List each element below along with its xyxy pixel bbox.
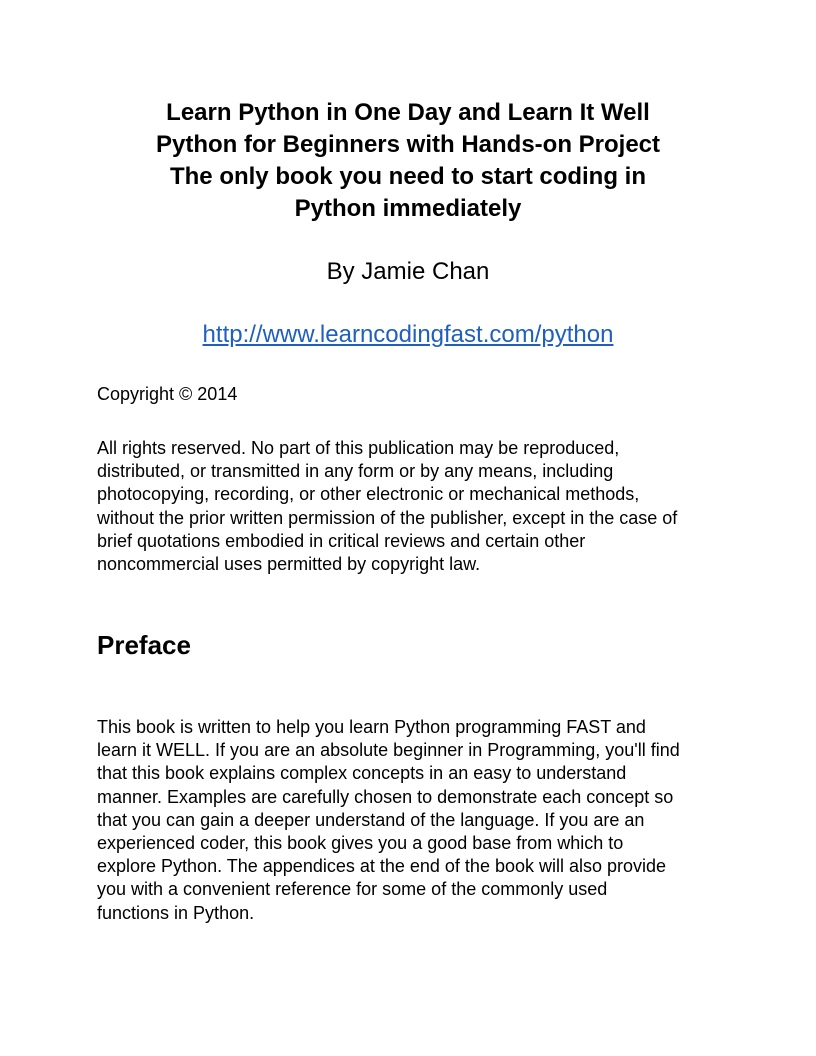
website-link[interactable]: http://www.learncodingfast.com/python bbox=[202, 321, 614, 348]
paragraph-line: distributed, or transmitted in any form or by any means, including bbox=[97, 461, 614, 482]
website-link-container bbox=[97, 319, 719, 351]
title-line: The only book you need to start coding in bbox=[169, 163, 646, 190]
paragraph-line: noncommercial uses permitted by copyright law. bbox=[97, 554, 481, 575]
title-line: Python immediately bbox=[294, 195, 522, 222]
preface-heading: Preface bbox=[97, 630, 191, 660]
paragraph-line: All rights reserved. No part of this publication may be reproduced, bbox=[97, 438, 620, 458]
paragraph-line: manner. Examples are carefully chosen to demonstrate each concept so bbox=[97, 786, 674, 807]
paragraph-line: explore Python. The appendices at the end of the book will also provide bbox=[97, 856, 667, 877]
paragraph-line: This book is written to help you learn Python programming FAST and bbox=[97, 717, 646, 737]
paragraph-line: experienced coder, this book gives you a good base from which to bbox=[97, 833, 624, 854]
copyright-notice: Copyright © 2014 bbox=[97, 384, 238, 404]
title-line: Learn Python in One Day and Learn It Well bbox=[166, 99, 650, 126]
paragraph-line: without the prior written permission of the publisher, except in the case of bbox=[97, 507, 678, 528]
paragraph-line: that you can gain a deeper understand of the language. If you are an bbox=[97, 809, 645, 830]
paragraph-line: you with a convenient reference for some of the commonly used bbox=[97, 879, 608, 900]
paragraph-line: brief quotations embodied in critical reviews and certain other bbox=[97, 530, 586, 551]
paragraph-line: that this book explains complex concepts in an easy to understand bbox=[97, 763, 627, 784]
book-title bbox=[97, 97, 719, 225]
title-line: Python for Beginners with Hands-on Project bbox=[155, 131, 661, 158]
paragraph-line: functions in Python. bbox=[97, 902, 255, 923]
preface-paragraph bbox=[97, 716, 737, 925]
rights-paragraph bbox=[97, 437, 737, 576]
author-line: By Jamie Chan bbox=[326, 258, 490, 285]
paragraph-line: photocopying, recording, or other electronic or mechanical methods, bbox=[97, 484, 640, 505]
paragraph-line: learn it WELL. If you are an absolute beginner in Programming, you'll find bbox=[97, 740, 680, 761]
